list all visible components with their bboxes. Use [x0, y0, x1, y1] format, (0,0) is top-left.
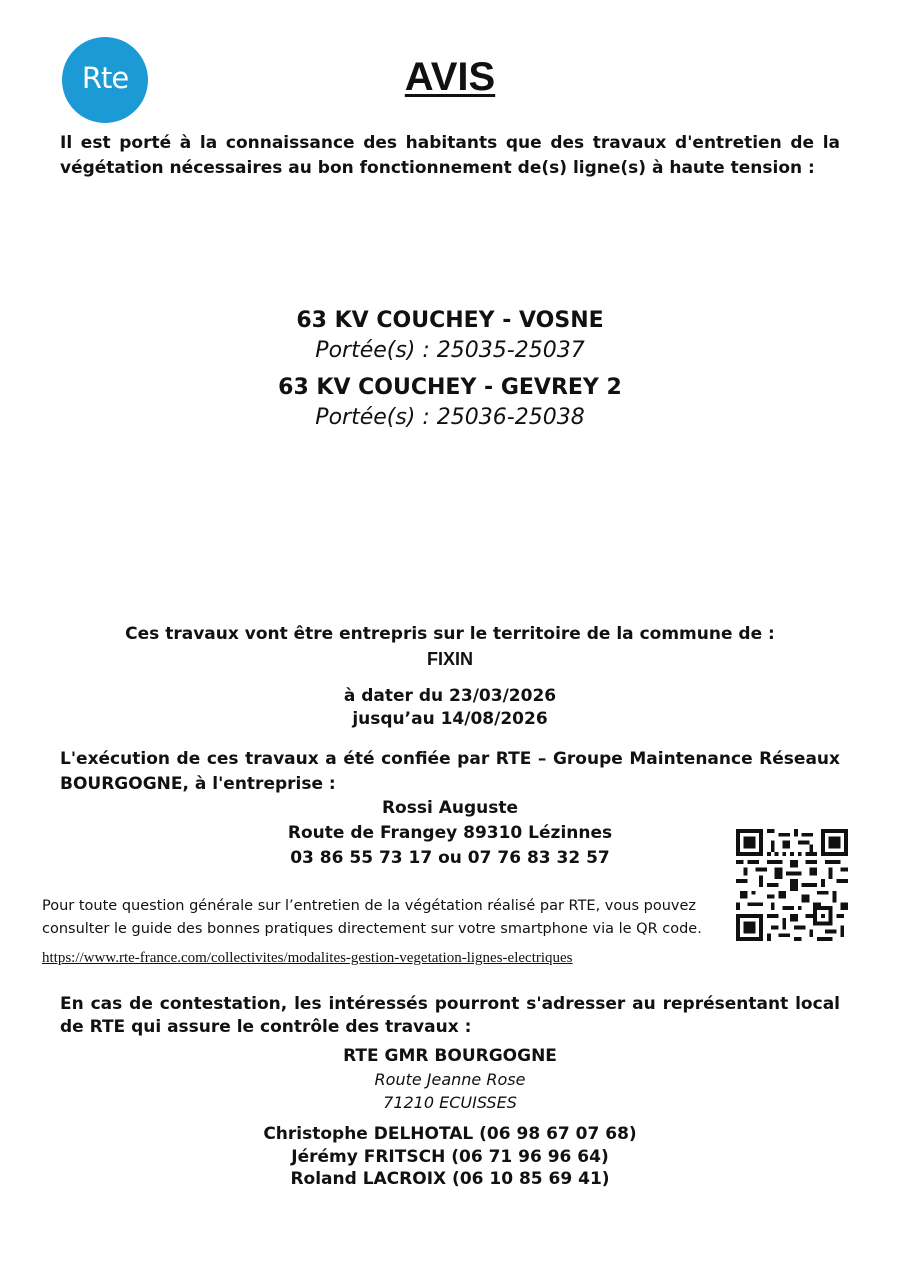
contact-1: Christophe DELHOTAL (06 98 67 07 68) — [263, 1124, 637, 1144]
rte-local-street: Route Jeanne Rose — [374, 1070, 526, 1089]
line-portees-1: Portée(s) : 25035-25037 — [315, 338, 585, 363]
rte-local-city: 71210 ECUISSES — [383, 1093, 517, 1112]
contact-2: Jérémy FRITSCH (06 71 96 96 64) — [291, 1147, 609, 1167]
line-name-1: 63 KV COUCHEY - VOSNE — [296, 308, 604, 333]
line-portees-2: Portée(s) : 25036-25038 — [315, 405, 585, 430]
date-end: jusqu’au 14/08/2026 — [352, 709, 548, 729]
contact-3: Roland LACROIX (06 10 85 69 41) — [290, 1169, 610, 1189]
company-name: Rossi Auguste — [381, 798, 519, 818]
contest-paragraph: En cas de contestation, les intéressés pourront s'adresser au représentant local de RTE qui assure le contrôle des travaux : — [60, 994, 840, 1037]
commune-intro: Ces travaux vont être entrepris sur le territoire de la commune de : — [125, 624, 775, 644]
qr-code-icon[interactable] — [736, 829, 848, 941]
intro-paragraph: Il est porté à la connaissance des habitants que des travaux d'entretien de la végétation nécessaires au bon fonctionnement de(s) ligne(s) à haute tension : — [60, 133, 840, 178]
guide-line-2: consulter le guide des bonnes pratiques directement sur votre smartphone via le QR code. — [42, 921, 702, 937]
company-address: Route de Frangey 89310 Lézinnes — [287, 823, 613, 843]
guide-line-1: Pour toute question générale sur l’entretien de la végétation réalisé par RTE, vous pouvez — [42, 898, 696, 914]
execution-paragraph: L'exécution de ces travaux a été confiée par RTE – Groupe Maintenance Réseaux BOURGOGNE, à l'entreprise : — [60, 749, 840, 794]
rte-local-name: RTE GMR BOURGOGNE — [343, 1046, 557, 1066]
line-name-2: 63 KV COUCHEY - GEVREY 2 — [278, 375, 622, 400]
guide-url-link[interactable]: https://www.rte-france.com/collectivites/modalites-gestion-vegetation-lignes-electriques — [42, 950, 573, 966]
page-title: AVIS — [404, 55, 496, 99]
company-phones: 03 86 55 73 17 ou 07 76 83 32 57 — [290, 848, 610, 868]
rte-logo-text: Rte — [81, 61, 129, 95]
commune-name: FIXIN — [426, 649, 473, 669]
date-start: à dater du 23/03/2026 — [343, 686, 557, 706]
